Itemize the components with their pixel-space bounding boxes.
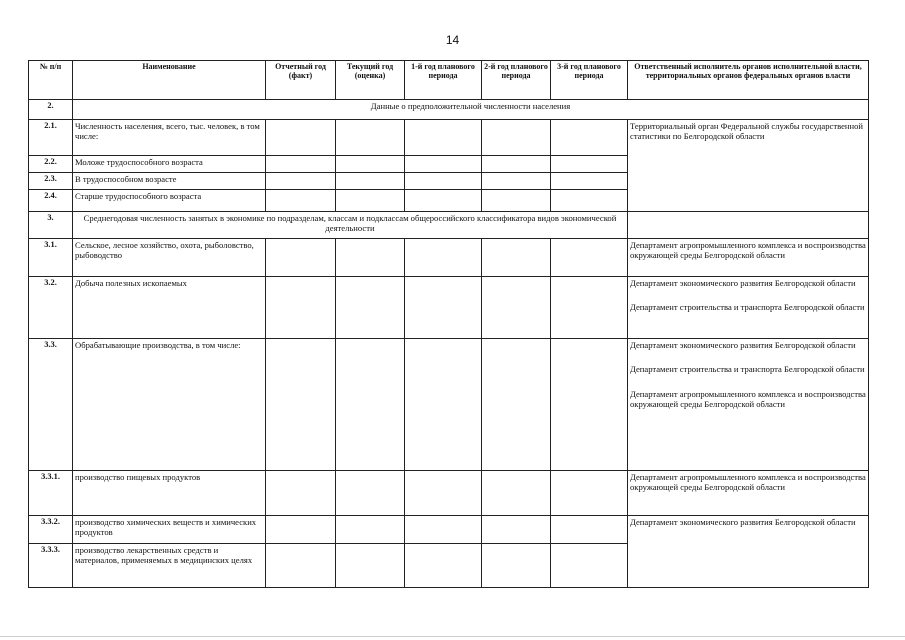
row-executor [628,277,869,339]
row-executor [628,239,869,277]
scan-edge-line [0,636,905,637]
executor-department: Департамент экономического развития Белгородской области [630,278,856,288]
cell-empty [551,239,628,277]
cell-empty [551,339,628,471]
cell-empty [336,190,405,212]
cell-empty [336,339,405,471]
row-number: 2.2. [29,156,73,173]
row-number: 3.3.3. [29,544,73,588]
header-executor: Ответственный исполнитель органов исполнительной власти, территориальных органов федеральных органов власти [628,61,869,100]
header-report-year: Отчетный год (факт) [266,61,336,100]
cell-empty [551,173,628,190]
section-row [29,100,869,120]
spacer [630,350,866,364]
cell-empty [336,516,405,544]
cell-empty [336,277,405,339]
cell-empty [405,339,482,471]
cell-empty [551,120,628,156]
cell-empty [266,120,336,156]
header-plan-year-2: 2-й год планового периода [482,61,551,100]
row-executor [628,339,869,471]
executor-department: Департамент агропромышленного комплекса и воспроизводства окружающей среды Белгородской области [630,388,866,410]
table-row [29,277,869,339]
cell-empty [482,156,551,173]
cell-empty [336,120,405,156]
header-current-year: Текущий год (оценка) [336,61,405,100]
header-plan-year-1: 1-й год планового периода [405,61,482,100]
section-number: 2. [29,100,73,120]
row-number: 2.4. [29,190,73,212]
cell-empty [405,190,482,212]
spacer [630,375,866,389]
row-name: Численность населения, всего, тыс. человек, в том числе: [73,120,266,156]
indicators-table [28,60,869,588]
row-number: 3.3.2. [29,516,73,544]
cell-empty [405,516,482,544]
section-row [29,212,869,239]
row-number: 2.1. [29,120,73,156]
header-plan-year-3: 3-й год планового периода [551,61,628,100]
executor-department: Департамент экономического развития Белгородской области [630,340,856,350]
cell-empty [551,277,628,339]
executor-department: Департамент экономического развития Белгородской области [630,517,856,527]
cell-empty [482,471,551,516]
cell-empty [482,516,551,544]
table-row [29,471,869,516]
row-number: 3.2. [29,277,73,339]
cell-empty [405,120,482,156]
row-number: 2.3. [29,173,73,190]
page-number: 14 [445,33,460,47]
header-name: Наименование [73,61,266,100]
row-name: Моложе трудоспособного возраста [73,156,266,173]
row-number: 3.3.1. [29,471,73,516]
row-number: 3.1. [29,239,73,277]
row-name: Сельское, лесное хозяйство, охота, рыболовство, рыбоводство [73,239,266,277]
cell-empty [405,239,482,277]
table-row [29,120,869,156]
table-header-row [29,61,869,100]
cell-empty [482,190,551,212]
row-executor [628,516,869,588]
cell-empty [482,544,551,588]
spacer [630,288,866,302]
cell-empty [266,239,336,277]
section-number: 3. [29,212,73,239]
row-name: Обрабатывающие производства, в том числе: [73,339,266,471]
cell-empty [482,277,551,339]
cell-empty [336,173,405,190]
cell-empty [551,471,628,516]
executor-department: Департамент агропромышленного комплекса и воспроизводства окружающей среды Белгородской области [630,472,866,493]
executor-department: Департамент строительства и транспорта Белгородской области [630,364,865,375]
cell-empty [266,156,336,173]
cell-empty [266,339,336,471]
cell-empty [405,544,482,588]
cell-empty [336,471,405,516]
row-number: 3.3. [29,339,73,471]
cell-empty [266,277,336,339]
row-name: В трудоспособном возрасте [73,173,266,190]
row-executor [628,471,869,516]
cell-empty [551,516,628,544]
cell-empty [405,173,482,190]
row-executor: Территориальный орган Федеральной службы государственной статистики по Белгородской области [628,120,869,212]
section-title: Среднегодовая численность занятых в экономике по подразделам, классам и подклассам общероссийского классификатора видов экономической деятельности [73,212,628,239]
cell-empty [551,544,628,588]
cell-empty [405,156,482,173]
executor-department: Департамент строительства и транспорта Белгородской области [630,302,865,313]
section-title: Данные о предположительной численности населения [73,100,869,120]
cell-empty [266,471,336,516]
row-name: производство химических веществ и химических продуктов [73,516,266,544]
cell-empty [482,120,551,156]
cell-empty [405,471,482,516]
row-name: Старше трудоспособного возраста [73,190,266,212]
cell-empty [405,277,482,339]
header-num: № п/п [29,61,73,100]
cell-empty [482,339,551,471]
row-name: производство лекарственных средств и материалов, применяемых в медицинских целях [73,544,266,588]
table-row [29,339,869,471]
row-name: производство пищевых продуктов [73,471,266,516]
cell-empty [336,544,405,588]
cell-empty [266,544,336,588]
cell-empty [482,239,551,277]
table-row [29,516,869,544]
cell-empty [551,190,628,212]
cell-empty [266,190,336,212]
cell-empty [336,239,405,277]
executor-department: Департамент агропромышленного комплекса и воспроизводства окружающей среды Белгородской области [630,240,866,261]
table-row [29,239,869,277]
row-name: Добыча полезных ископаемых [73,277,266,339]
cell-empty [482,173,551,190]
cell-empty [266,173,336,190]
cell-empty [551,156,628,173]
cell-empty [336,156,405,173]
cell-empty [266,516,336,544]
cell-empty [628,212,869,239]
